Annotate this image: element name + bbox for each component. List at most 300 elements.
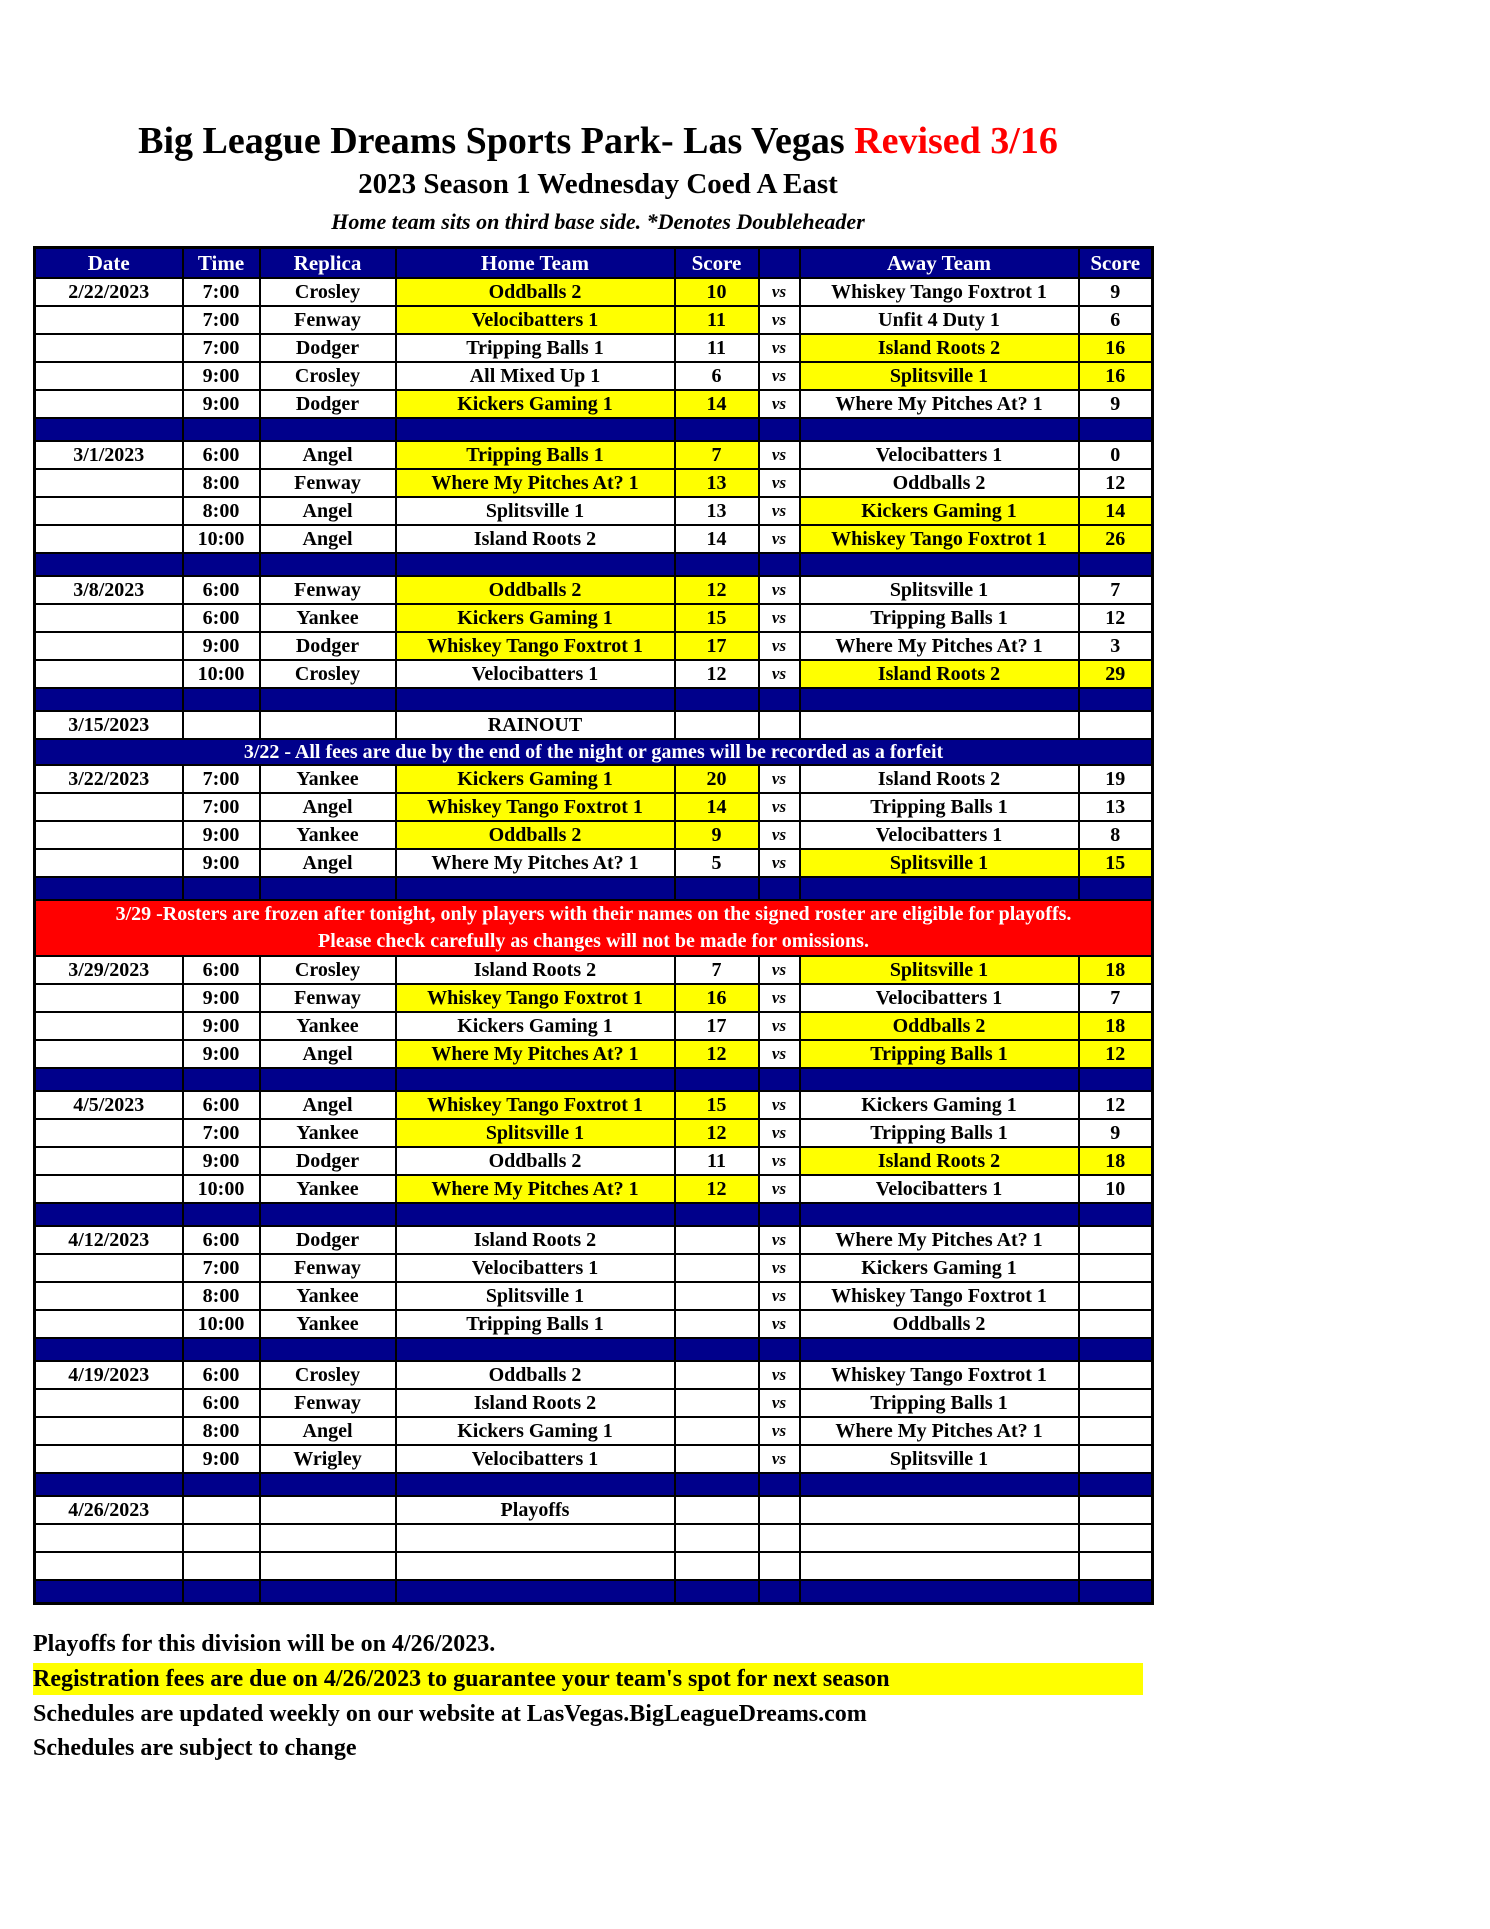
fees-notice-text: 3/22 - All fees are due by the end of the night or games will be recorded as a forfeit: [35, 739, 1153, 765]
replica-cell: Yankee: [260, 604, 396, 632]
replica-cell: Fenway: [260, 1389, 396, 1417]
separator-cell: [800, 877, 1079, 900]
replica-cell: Wrigley: [260, 1445, 396, 1473]
away-team-cell: Velocibatters 1: [800, 441, 1079, 469]
replica-cell: Fenway: [260, 576, 396, 604]
page-title-main: Big League Dreams Sports Park- Las Vegas: [138, 120, 845, 162]
home-score-cell: 13: [675, 497, 759, 525]
home-team-cell: Kickers Gaming 1: [396, 1417, 675, 1445]
separator-row: [35, 1338, 1153, 1361]
away-score-cell: 9: [1079, 390, 1153, 418]
home-score-cell: 12: [675, 1040, 759, 1068]
replica-cell: Dodger: [260, 1226, 396, 1254]
replica-cell: Yankee: [260, 765, 396, 793]
home-team-cell: Whiskey Tango Foxtrot 1: [396, 793, 675, 821]
home-score-cell: 15: [675, 1091, 759, 1119]
time-cell: 10:00: [183, 1310, 260, 1338]
away-score-cell: 12: [1079, 469, 1153, 497]
date-cell: [35, 821, 183, 849]
vs-label: vs: [759, 1175, 800, 1203]
away-team-cell: Tripping Balls 1: [800, 1040, 1079, 1068]
separator-cell: [800, 1338, 1079, 1361]
replica-cell: Angel: [260, 497, 396, 525]
away-team-cell: Kickers Gaming 1: [800, 497, 1079, 525]
home-score-cell: 20: [675, 765, 759, 793]
away-score-cell: [1079, 1496, 1153, 1524]
separator-cell: [35, 877, 183, 900]
vs-label: vs: [759, 1147, 800, 1175]
away-score-cell: 26: [1079, 525, 1153, 553]
date-cell: 3/15/2023: [35, 711, 183, 739]
away-team-cell: Splitsville 1: [800, 1445, 1079, 1473]
date-cell: 4/5/2023: [35, 1091, 183, 1119]
game-row: [35, 1389, 1153, 1417]
time-cell: 9:00: [183, 1012, 260, 1040]
home-score-cell: [675, 711, 759, 739]
separator-cell: [759, 1203, 800, 1226]
away-score-cell: [1079, 1310, 1153, 1338]
away-score-cell: [1079, 1282, 1153, 1310]
separator-cell: [183, 1203, 260, 1226]
empty-cell: [800, 1552, 1079, 1580]
vs-label: vs: [759, 278, 800, 306]
away-team-cell: [800, 1496, 1079, 1524]
home-score-cell: 11: [675, 306, 759, 334]
away-score-cell: 13: [1079, 793, 1153, 821]
vs-label: vs: [759, 390, 800, 418]
time-cell: 10:00: [183, 660, 260, 688]
away-team-cell: Velocibatters 1: [800, 984, 1079, 1012]
website-note: Schedules are updated weekly on our website at LasVegas.BigLeagueDreams.com: [33, 1701, 867, 1727]
vs-label: vs: [759, 1226, 800, 1254]
vs-cell: [759, 1496, 800, 1524]
empty-cell: [35, 1552, 183, 1580]
separator-cell: [675, 1203, 759, 1226]
away-score-cell: [1079, 1389, 1153, 1417]
game-row: [35, 1147, 1153, 1175]
away-score-cell: 15: [1079, 849, 1153, 877]
home-score-cell: 12: [675, 1119, 759, 1147]
separator-row: [35, 1068, 1153, 1091]
home-score-cell: [675, 1254, 759, 1282]
separator-cell: [260, 688, 396, 711]
home-score-cell: 12: [675, 576, 759, 604]
separator-cell: [35, 1203, 183, 1226]
column-header: Away Team: [800, 248, 1079, 279]
time-cell: [183, 1496, 260, 1524]
time-cell: 6:00: [183, 1389, 260, 1417]
separator-cell: [759, 1338, 800, 1361]
away-team-cell: Tripping Balls 1: [800, 793, 1079, 821]
playoffs-note: Playoffs for this division will be on 4/26/2023.: [33, 1631, 496, 1657]
game-row: [35, 1040, 1153, 1068]
game-row: [35, 1091, 1153, 1119]
separator-row: [35, 688, 1153, 711]
vs-label: vs: [759, 469, 800, 497]
vs-label: vs: [759, 576, 800, 604]
game-row: [35, 821, 1153, 849]
game-row: [35, 525, 1153, 553]
home-team-cell: Splitsville 1: [396, 497, 675, 525]
game-row: [35, 1361, 1153, 1389]
time-cell: 9:00: [183, 821, 260, 849]
replica-cell: Yankee: [260, 1012, 396, 1040]
replica-cell: Crosley: [260, 956, 396, 984]
separator-cell: [183, 1338, 260, 1361]
empty-cell: [396, 1552, 675, 1580]
game-row: [35, 1012, 1153, 1040]
separator-cell: [35, 1580, 183, 1604]
empty-cell: [800, 1524, 1079, 1552]
date-cell: [35, 1310, 183, 1338]
home-team-cell: Where My Pitches At? 1: [396, 849, 675, 877]
away-score-cell: 19: [1079, 765, 1153, 793]
home-team-cell: Splitsville 1: [396, 1119, 675, 1147]
separator-row: [35, 418, 1153, 441]
away-score-cell: [1079, 711, 1153, 739]
away-team-cell: Whiskey Tango Foxtrot 1: [800, 525, 1079, 553]
time-cell: 6:00: [183, 1361, 260, 1389]
game-row: [35, 660, 1153, 688]
away-team-cell: Tripping Balls 1: [800, 1389, 1079, 1417]
separator-cell: [1079, 553, 1153, 576]
home-team-cell: Whiskey Tango Foxtrot 1: [396, 1091, 675, 1119]
separator-cell: [260, 1068, 396, 1091]
home-score-cell: 7: [675, 441, 759, 469]
home-team-note: Home team sits on third base side. *Denotes Doubleheader: [331, 209, 865, 234]
time-cell: 6:00: [183, 1226, 260, 1254]
separator-cell: [183, 553, 260, 576]
vs-label: vs: [759, 849, 800, 877]
vs-cell: [759, 711, 800, 739]
date-cell: [35, 334, 183, 362]
separator-row: [35, 1580, 1153, 1604]
time-cell: 7:00: [183, 278, 260, 306]
empty-cell: [260, 1552, 396, 1580]
replica-cell: Yankee: [260, 1282, 396, 1310]
home-team-cell: Whiskey Tango Foxtrot 1: [396, 984, 675, 1012]
game-row: [35, 469, 1153, 497]
away-team-cell: Velocibatters 1: [800, 1175, 1079, 1203]
home-team-cell: Oddballs 2: [396, 821, 675, 849]
home-team-cell: Island Roots 2: [396, 956, 675, 984]
home-team-cell: Tripping Balls 1: [396, 441, 675, 469]
time-cell: 10:00: [183, 525, 260, 553]
replica-cell: Fenway: [260, 469, 396, 497]
away-score-cell: [1079, 1361, 1153, 1389]
away-score-cell: 6: [1079, 306, 1153, 334]
column-header: Score: [1079, 248, 1153, 279]
column-header: Replica: [260, 248, 396, 279]
separator-cell: [1079, 1473, 1153, 1496]
home-score-cell: 13: [675, 469, 759, 497]
division-subtitle: 2023 Season 1 Wednesday Coed A East: [358, 168, 838, 200]
date-cell: [35, 306, 183, 334]
date-cell: [35, 1147, 183, 1175]
home-team-cell: Where My Pitches At? 1: [396, 469, 675, 497]
game-row: [35, 576, 1153, 604]
date-cell: 4/19/2023: [35, 1361, 183, 1389]
separator-cell: [396, 1580, 675, 1604]
time-cell: 7:00: [183, 1254, 260, 1282]
separator-cell: [800, 1580, 1079, 1604]
home-score-cell: 14: [675, 525, 759, 553]
empty-cell: [1079, 1524, 1153, 1552]
game-row: [35, 390, 1153, 418]
game-row: [35, 306, 1153, 334]
separator-cell: [396, 1473, 675, 1496]
time-cell: 6:00: [183, 604, 260, 632]
away-score-cell: 18: [1079, 956, 1153, 984]
separator-cell: [675, 553, 759, 576]
time-cell: 6:00: [183, 441, 260, 469]
away-team-cell: Tripping Balls 1: [800, 604, 1079, 632]
game-row: [35, 1282, 1153, 1310]
date-cell: 3/8/2023: [35, 576, 183, 604]
date-cell: [35, 390, 183, 418]
separator-cell: [183, 1068, 260, 1091]
home-score-cell: [675, 1445, 759, 1473]
time-cell: 6:00: [183, 1091, 260, 1119]
time-cell: 9:00: [183, 984, 260, 1012]
separator-cell: [183, 418, 260, 441]
replica-cell: Dodger: [260, 334, 396, 362]
home-team-cell: Kickers Gaming 1: [396, 390, 675, 418]
replica-cell: Angel: [260, 1091, 396, 1119]
separator-cell: [396, 688, 675, 711]
separator-cell: [183, 688, 260, 711]
empty-cell: [759, 1552, 800, 1580]
empty-cell: [260, 1524, 396, 1552]
column-header: Home Team: [396, 248, 675, 279]
away-score-cell: [1079, 1254, 1153, 1282]
home-score-cell: 5: [675, 849, 759, 877]
vs-label: vs: [759, 793, 800, 821]
away-score-cell: 3: [1079, 632, 1153, 660]
date-cell: 4/26/2023: [35, 1496, 183, 1524]
vs-label: vs: [759, 1282, 800, 1310]
vs-label: vs: [759, 497, 800, 525]
replica-cell: Angel: [260, 441, 396, 469]
separator-cell: [800, 1068, 1079, 1091]
game-row: [35, 793, 1153, 821]
home-score-cell: 15: [675, 604, 759, 632]
separator-cell: [675, 1580, 759, 1604]
home-team-cell: Where My Pitches At? 1: [396, 1040, 675, 1068]
replica-cell: Yankee: [260, 1175, 396, 1203]
time-cell: 7:00: [183, 1119, 260, 1147]
home-score-cell: 9: [675, 821, 759, 849]
home-score-cell: 6: [675, 362, 759, 390]
separator-cell: [35, 553, 183, 576]
replica-cell: Dodger: [260, 1147, 396, 1175]
home-score-cell: 17: [675, 1012, 759, 1040]
vs-label: vs: [759, 1417, 800, 1445]
away-score-cell: 8: [1079, 821, 1153, 849]
separator-cell: [396, 877, 675, 900]
separator-cell: [1079, 1068, 1153, 1091]
away-score-cell: [1079, 1226, 1153, 1254]
replica-cell: Fenway: [260, 1254, 396, 1282]
roster-freeze-line1: 3/29 -Rosters are frozen after tonight, only players with their names on the signed roster are eligible for playoffs.: [115, 903, 1072, 925]
separator-cell: [260, 418, 396, 441]
game-row: [35, 278, 1153, 306]
vs-label: vs: [759, 821, 800, 849]
separator-cell: [260, 1338, 396, 1361]
away-team-cell: Whiskey Tango Foxtrot 1: [800, 1361, 1079, 1389]
empty-cell: [1079, 1552, 1153, 1580]
page-title: [33, 118, 1163, 164]
replica-cell: Angel: [260, 849, 396, 877]
vs-label: vs: [759, 632, 800, 660]
replica-cell: Angel: [260, 793, 396, 821]
home-score-cell: 10: [675, 278, 759, 306]
game-row: [35, 334, 1153, 362]
home-team-cell: Whiskey Tango Foxtrot 1: [396, 632, 675, 660]
game-row: [35, 1175, 1153, 1203]
separator-cell: [260, 1203, 396, 1226]
time-cell: 7:00: [183, 334, 260, 362]
separator-cell: [1079, 1203, 1153, 1226]
date-cell: [35, 1012, 183, 1040]
away-score-cell: [1079, 1445, 1153, 1473]
column-header: Date: [35, 248, 183, 279]
separator-cell: [675, 688, 759, 711]
vs-label: vs: [759, 441, 800, 469]
away-team-cell: Where My Pitches At? 1: [800, 1226, 1079, 1254]
schedule-table: [33, 246, 1154, 1605]
vs-label: vs: [759, 1091, 800, 1119]
home-team-cell: Oddballs 2: [396, 278, 675, 306]
separator-cell: [396, 1203, 675, 1226]
home-team-cell: Tripping Balls 1: [396, 334, 675, 362]
away-score-cell: 16: [1079, 334, 1153, 362]
vs-label: vs: [759, 956, 800, 984]
separator-cell: [675, 1068, 759, 1091]
home-score-cell: 17: [675, 632, 759, 660]
game-row: [35, 984, 1153, 1012]
game-row: [35, 1119, 1153, 1147]
away-score-cell: 9: [1079, 278, 1153, 306]
away-score-cell: 12: [1079, 604, 1153, 632]
away-score-cell: 12: [1079, 1091, 1153, 1119]
home-score-cell: [675, 1389, 759, 1417]
replica-cell: Angel: [260, 1417, 396, 1445]
home-team-cell: Island Roots 2: [396, 525, 675, 553]
separator-cell: [800, 1203, 1079, 1226]
away-team-cell: Tripping Balls 1: [800, 1119, 1079, 1147]
time-cell: 9:00: [183, 1147, 260, 1175]
game-row: [35, 849, 1153, 877]
roster-freeze-notice-row: [35, 900, 1153, 956]
separator-cell: [35, 688, 183, 711]
separator-row: [35, 553, 1153, 576]
separator-cell: [260, 877, 396, 900]
date-cell: [35, 525, 183, 553]
away-team-cell: Splitsville 1: [800, 849, 1079, 877]
time-cell: 9:00: [183, 632, 260, 660]
replica-cell: Crosley: [260, 278, 396, 306]
game-row: [35, 1254, 1153, 1282]
separator-cell: [183, 1580, 260, 1604]
away-team-cell: Kickers Gaming 1: [800, 1254, 1079, 1282]
time-cell: 7:00: [183, 306, 260, 334]
vs-label: vs: [759, 604, 800, 632]
date-cell: 3/22/2023: [35, 765, 183, 793]
separator-cell: [759, 553, 800, 576]
home-score-cell: 16: [675, 984, 759, 1012]
replica-cell: Crosley: [260, 660, 396, 688]
time-cell: 7:00: [183, 765, 260, 793]
time-cell: 9:00: [183, 1040, 260, 1068]
away-team-cell: Island Roots 2: [800, 1147, 1079, 1175]
away-team-cell: Island Roots 2: [800, 765, 1079, 793]
game-row: [35, 765, 1153, 793]
away-score-cell: 12: [1079, 1040, 1153, 1068]
game-row: [35, 1417, 1153, 1445]
away-score-cell: 18: [1079, 1012, 1153, 1040]
separator-cell: [35, 1473, 183, 1496]
replica-cell: Fenway: [260, 306, 396, 334]
separator-cell: [396, 553, 675, 576]
away-team-cell: Splitsville 1: [800, 576, 1079, 604]
empty-row: [35, 1552, 1153, 1580]
replica-cell: Yankee: [260, 821, 396, 849]
replica-cell: Angel: [260, 1040, 396, 1068]
home-team-cell: Oddballs 2: [396, 1147, 675, 1175]
empty-cell: [35, 1524, 183, 1552]
replica-cell: Angel: [260, 525, 396, 553]
home-score-cell: [675, 1310, 759, 1338]
date-cell: 3/29/2023: [35, 956, 183, 984]
separator-cell: [1079, 1580, 1153, 1604]
away-team-cell: Where My Pitches At? 1: [800, 1417, 1079, 1445]
vs-label: vs: [759, 984, 800, 1012]
home-team-cell: Kickers Gaming 1: [396, 604, 675, 632]
home-team-cell: Kickers Gaming 1: [396, 1012, 675, 1040]
home-score-cell: [675, 1361, 759, 1389]
roster-freeze-line2: Please check carefully as changes will not be made for omissions.: [318, 930, 869, 952]
playoffs-row: [35, 1496, 1153, 1524]
separator-row: [35, 1473, 1153, 1496]
separator-cell: [1079, 877, 1153, 900]
vs-label: vs: [759, 1119, 800, 1147]
separator-cell: [675, 418, 759, 441]
time-cell: 9:00: [183, 1445, 260, 1473]
date-cell: [35, 1119, 183, 1147]
vs-label: vs: [759, 362, 800, 390]
separator-cell: [35, 1068, 183, 1091]
separator-cell: [800, 553, 1079, 576]
replica-cell: Yankee: [260, 1310, 396, 1338]
home-team-cell: Oddballs 2: [396, 576, 675, 604]
separator-cell: [759, 877, 800, 900]
away-score-cell: [1079, 1417, 1153, 1445]
separator-cell: [260, 553, 396, 576]
home-team-cell: Velocibatters 1: [396, 660, 675, 688]
replica-cell: [260, 1496, 396, 1524]
home-score-cell: 12: [675, 660, 759, 688]
home-score-cell: 7: [675, 956, 759, 984]
away-team-cell: Whiskey Tango Foxtrot 1: [800, 278, 1079, 306]
separator-cell: [759, 1068, 800, 1091]
away-team-cell: Oddballs 2: [800, 469, 1079, 497]
away-score-cell: 9: [1079, 1119, 1153, 1147]
header-row: [35, 248, 1153, 279]
game-row: [35, 497, 1153, 525]
page-title-revised: Revised 3/16: [854, 120, 1058, 162]
separator-cell: [1079, 688, 1153, 711]
